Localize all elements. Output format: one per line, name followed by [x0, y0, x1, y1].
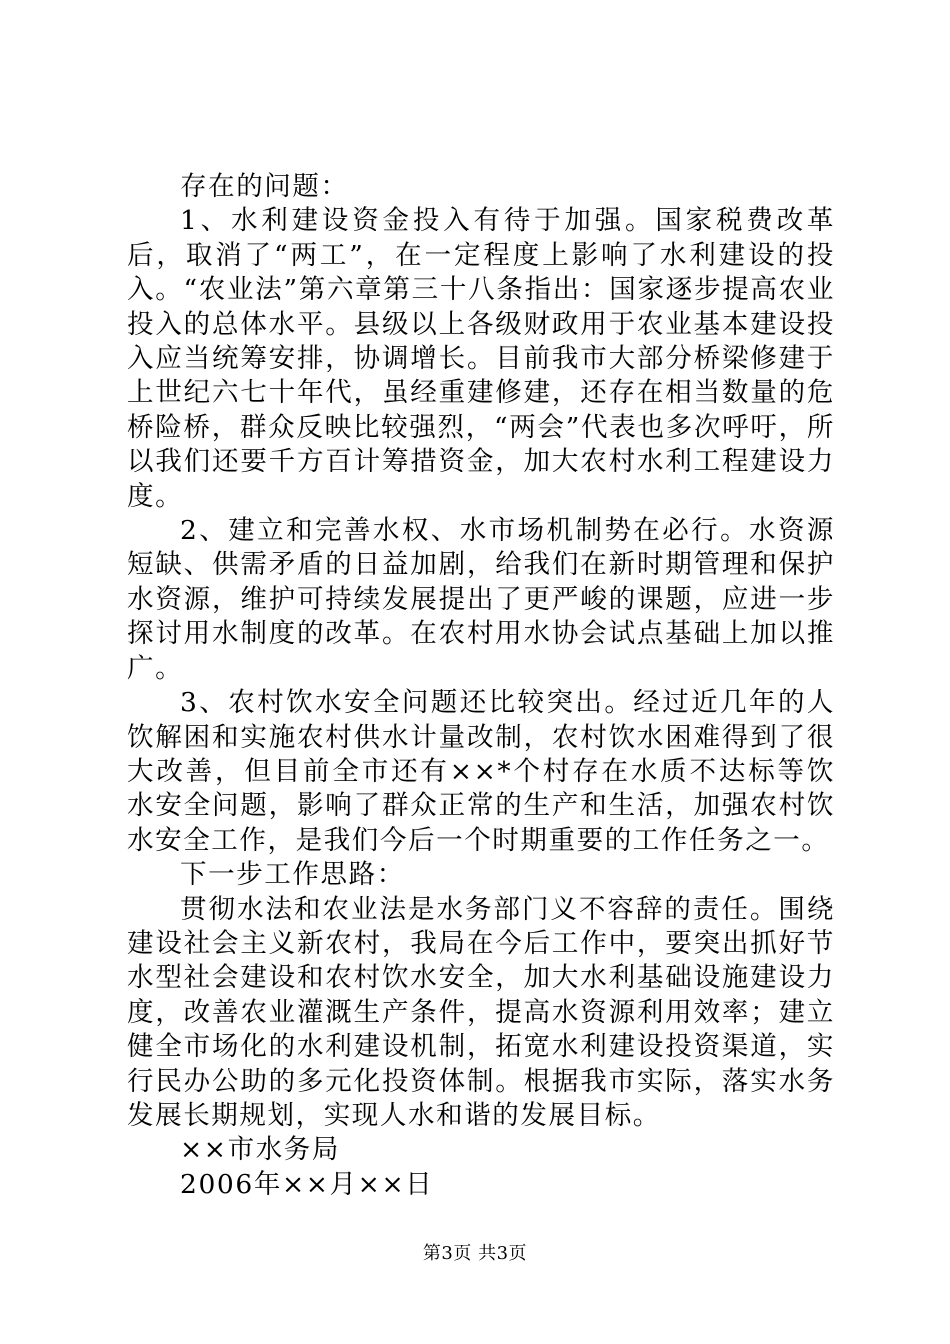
- page-footer: [0, 1242, 950, 1266]
- paragraph-problem-2: 2、建立和完善水权、水市场机制势在必行。水资源短缺、供需矛盾的日益加剧，给我们在新时期管理和保护水资源，维护可持续发展提出了更严峻的课题，应进一步探讨用水制度的改革。在农村用水协会试点基础上加以推广。: [127, 515, 835, 684]
- signature-line: ××市水务局: [180, 1134, 341, 1166]
- date-line: 2006年××月××日: [180, 1168, 434, 1200]
- document-body: [127, 170, 835, 1202]
- heading-next-steps: 下一步工作思路：: [180, 859, 405, 891]
- paragraph-problem-1: 1、水利建设资金投入有待于加强。国家税费改革后，取消了“两工”，在一定程度上影响了水利建设的投入。“农业法”第六章第三十八条指出：国家逐步提高农业投入的总体水平。县级以上各级财政用于农业基本建设投入应当统筹安排，协调增长。目前我市大部分桥梁修建于上世纪六七十年代，虽经重建修建，还存在相当数量的危桥险桥，群众反映比较强烈，“两会”代表也多次呼吁，所以我们还要千方百计筹措资金，加大农村水利工程建设力度。: [127, 205, 835, 512]
- heading-existing-problems: 存在的问题：: [180, 171, 349, 202]
- page-number: 第3页 共3页: [422, 1243, 528, 1264]
- paragraph-problem-3: 3、农村饮水安全问题还比较突出。经过近几年的人饮解困和实施农村供水计量改制，农村饮水困难得到了很大改善，但目前全市还有××*个村存在水质不达标等饮水安全问题，影响了群众正常的生产和生活，加强农村饮水安全工作，是我们今后一个时期重要的工作任务之一。: [127, 687, 835, 856]
- paragraph-next-steps: 贯彻水法和农业法是水务部门义不容辞的责任。围绕建设社会主义新农村，我局在今后工作中，要突出抓好节水型社会建设和农村饮水安全，加大水利基础设施建设力度，改善农业灌溉生产条件，提高水资源利用效率；建立健全市场化的水利建设机制，拓宽水利建设投资渠道，实行民办公助的多元化投资体制。根据我市实际，落实水务发展长期规划，实现人水和谐的发展目标。: [127, 893, 835, 1131]
